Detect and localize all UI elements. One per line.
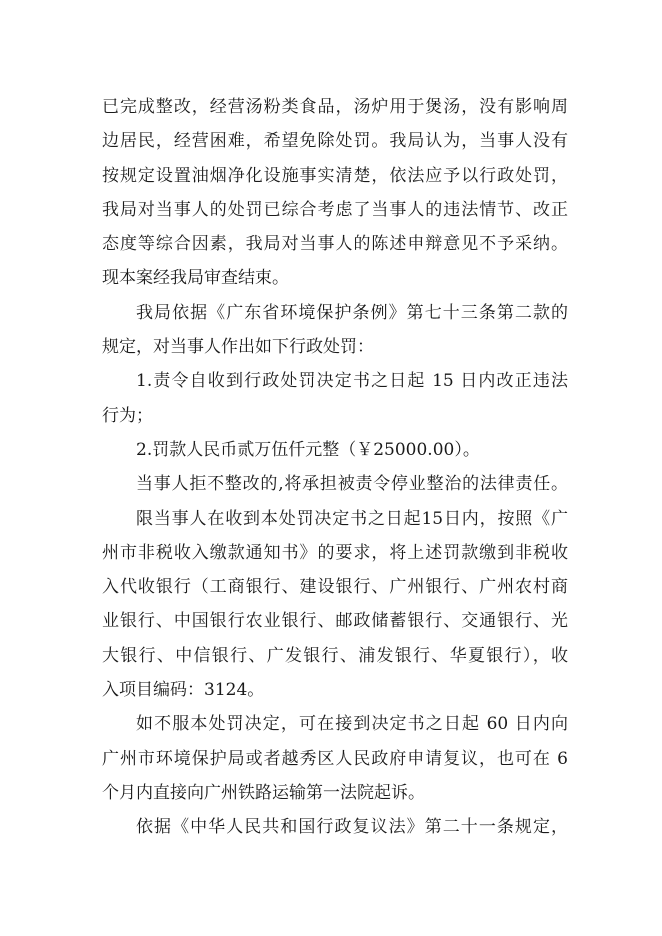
text-line: 规定，对当事人作出如下行政处罚： — [102, 337, 374, 358]
text-line: 入项目编码：3124。 — [102, 680, 265, 701]
text-line: 边居民，经营困难，希望免除处罚。我局认为，当事人没有 — [102, 131, 568, 152]
paragraph-payment — [102, 502, 568, 708]
text-line: 入代收银行（工商银行、建设银行、广州银行、广州农村商 — [102, 577, 568, 598]
text-line: 广州市环境保护局或者越秀区人民政府申请复议，也可在 6 — [102, 748, 568, 769]
text-line: 大银行、中信银行、广发银行、浦发银行、华夏银行），收 — [102, 645, 568, 666]
text-line: 按规定设置油烟净化设施事实清楚，依法应予以行政处罚， — [102, 165, 568, 186]
document-body — [102, 90, 568, 845]
text-line: 如不服本处罚决定，可在接到决定书之日起 60 日内向 — [136, 714, 568, 735]
text-line: 行为； — [102, 405, 153, 426]
text-line: 当事人拒不整改的,将承担被责令停业整治的法律责任。 — [136, 474, 568, 495]
text-line: 1.责令自收到行政处罚决定书之日起 15 日内改正违法 — [136, 371, 568, 392]
text-line: 2.罚款人民币贰万伍仟元整（￥25000.00）。 — [136, 439, 480, 460]
text-line: 我局依据《广东省环境保护条例》第七十三条第二款的 — [136, 302, 568, 323]
text-line: 限当事人在收到本处罚决定书之日起15日内，按照《广 — [136, 508, 568, 529]
paragraph-refusal — [102, 467, 568, 501]
paragraph-legal-basis — [102, 296, 568, 365]
text-line: 态度等综合因素，我局对当事人的陈述申辩意见不予采纳。 — [102, 234, 568, 255]
paragraph-penalty-2 — [102, 433, 568, 467]
text-line: 已完成整改，经营汤粉类食品，汤炉用于煲汤，没有影响周 — [102, 97, 568, 117]
text-line: 州市非税收入缴款通知书》的要求，将上述罚款缴到非税收 — [102, 542, 568, 563]
paragraph-appeal — [102, 707, 568, 810]
text-line: 我局对当事人的处罚已综合考虑了当事人的违法情节、改正 — [102, 199, 568, 220]
paragraph-continuation — [102, 90, 568, 296]
text-line: 依据《中华人民共和国行政复议法》第二十一条规定， — [136, 817, 568, 838]
text-line: 个月内直接向广州铁路运输第一法院起诉。 — [102, 782, 425, 803]
paragraph-reconsideration-law — [102, 810, 568, 844]
text-line: 业银行、中国银行农业银行、邮政储蓄银行、交通银行、光 — [102, 611, 568, 632]
paragraph-penalty-1 — [102, 364, 568, 433]
text-line: 现本案经我局审查结束。 — [102, 268, 289, 289]
